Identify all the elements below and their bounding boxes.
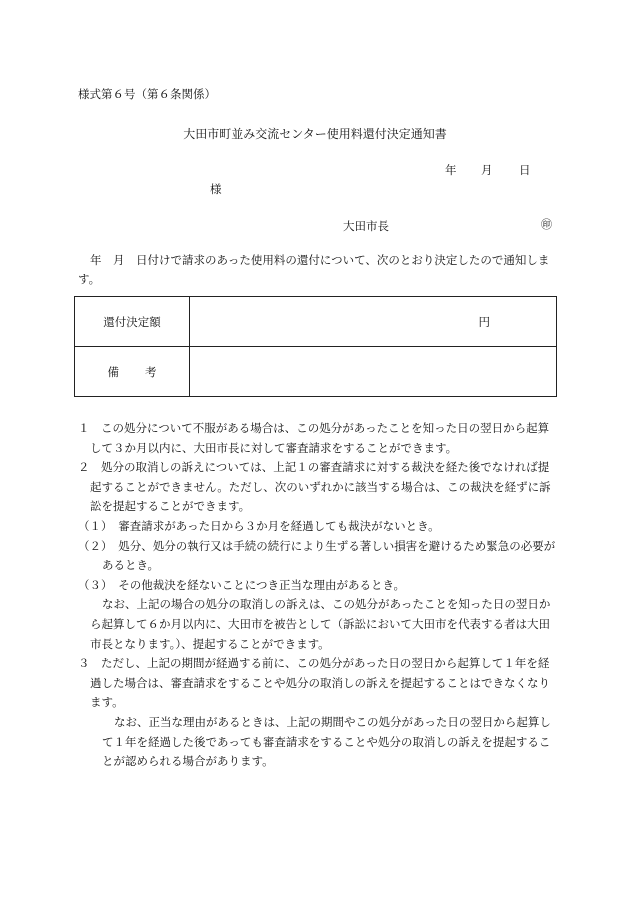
- date-year: 年: [445, 163, 457, 177]
- note-2-item-2: （２） 処分、処分の執行又は手続の続行により生ずる著しい損害を避けるため緊急の必要があるとき。: [78, 538, 556, 573]
- refund-amount-cell: [190, 297, 557, 347]
- issuer-name: 大田市長: [343, 219, 389, 233]
- note-2-item-1: （１） 審査請求があった日から３か月を経過しても裁決がないとき。: [78, 518, 440, 533]
- note-3-supplement: なお、正当な理由があるときは、上記の期間やこの処分があった日の翌日から起算して１年を経過した後であっても審査請求をすることや処分の取消しの訴えを提起することが認められる場合があります。: [102, 714, 551, 769]
- addressee-suffix: 様: [210, 182, 222, 196]
- remarks-label: 備考: [107, 364, 183, 379]
- seal-mark: ㊞: [541, 218, 552, 231]
- refund-amount-label: 還付決定額: [75, 297, 190, 347]
- remarks-cell: [190, 347, 557, 397]
- note-2-item-3: （３） その他裁決を経ないことにつき正当な理由があるとき。: [78, 577, 406, 592]
- document-title: 大田市町並み交流センター使用料還付決定通知書: [183, 127, 447, 141]
- intro-paragraph: 年 月 日付けで請求のあった使用料の還付について、次のとおり決定したので通知します。: [78, 253, 550, 286]
- note-3: ３ ただし、上記の期間が経過する前に、この処分があった日の翌日から起算して１年を経過した場合は、審査請求をすることや処分の取消しの訴えを提起することはできなくなります。: [78, 656, 550, 710]
- yen-unit: 円: [478, 315, 490, 329]
- note-1: １ この処分について不服がある場合は、この処分があったことを知った日の翌日から起算して３か月以内に、大田市長に対して審査請求をすることができます。: [78, 421, 550, 455]
- note-2: ２ 処分の取消しの訴えについては、上記１の審査請求に対する裁決を経た後でなければ提起することができません。ただし、次のいずれかに該当する場合は、この裁決を経ずに訴訟を提起することができます。: [78, 460, 551, 514]
- remarks-label-cell: [75, 347, 190, 397]
- refund-table: [74, 296, 557, 397]
- form-number: 様式第６号（第６条関係）: [78, 87, 216, 101]
- table-row: [75, 297, 557, 347]
- date-month: 月: [481, 163, 493, 177]
- table-row: [75, 347, 557, 397]
- notes-section: [78, 419, 558, 772]
- date-line: [445, 162, 531, 178]
- note-2-supplement: なお、上記の場合の処分の取消しの訴えは、この処分があったことを知った日の翌日から起算して６か月以内に、大田市を被告として（訴訟において大田市を代表する者は大田市長となります。）、提起することができます。: [90, 597, 551, 651]
- date-day: 日: [519, 163, 531, 177]
